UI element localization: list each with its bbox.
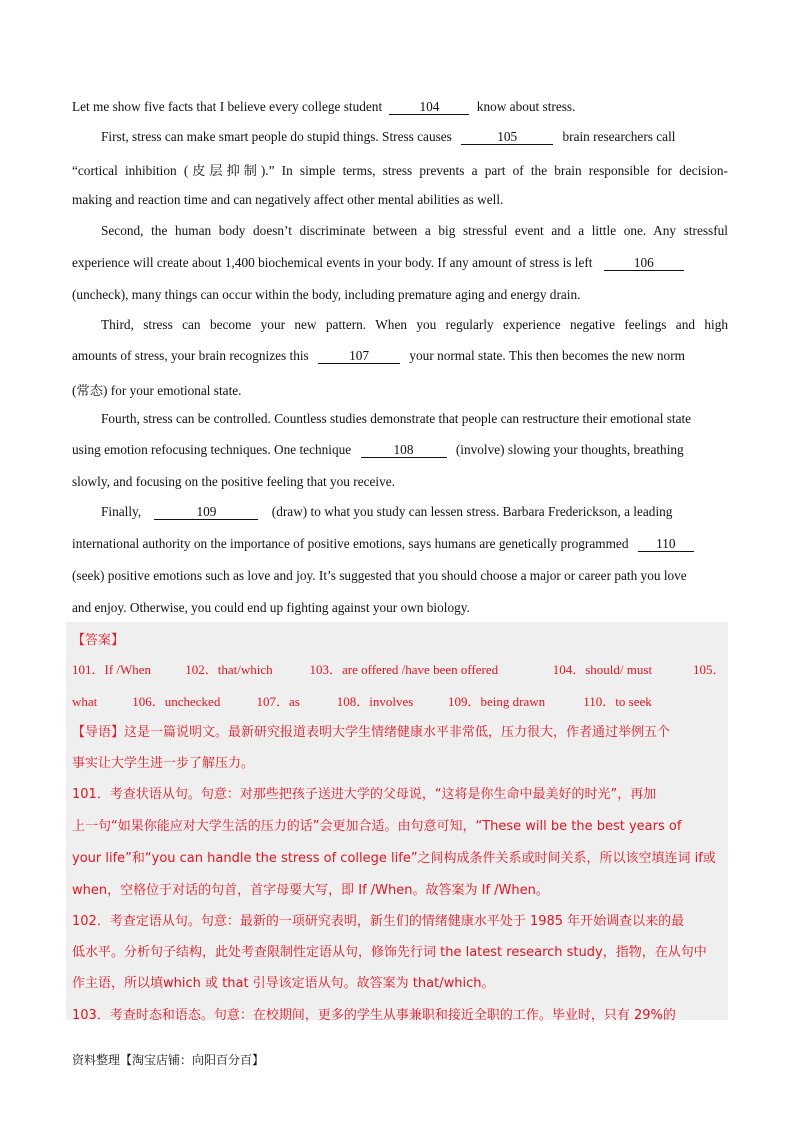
explanation-102: 低水平。分析句子结构，此处考查限制性定语从句，修饰先行词 the latest research study，指物，在从句中: [72, 945, 707, 960]
text: brain researchers call: [562, 129, 676, 144]
passage-line: [101, 504, 728, 520]
answer-107: 107．as: [256, 694, 300, 709]
text: Finally,: [101, 504, 142, 519]
text: know about stress.: [476, 99, 576, 114]
passage-line: [72, 255, 752, 271]
text: your normal state. This then becomes the new norm: [409, 348, 685, 363]
passage-line: Fourth, stress can be controlled. Countless studies demonstrate that people can restructure their emotional state: [101, 411, 692, 426]
text: experience will create about 1,400 biochemical events in your body. If any amount of stress is left: [72, 255, 593, 270]
answer-101: 101．If /When: [72, 662, 152, 677]
answer-heading: 【答案】: [72, 633, 125, 648]
blank-105: 105: [461, 130, 553, 145]
explanation-101: 上一句“如果你能应对大学生活的压力的话”会更加合适。由句意可知，“These will be the best years of: [72, 819, 682, 834]
text: (involve) slowing your thoughts, breathing: [455, 442, 684, 457]
passage-line: [72, 442, 728, 458]
passage-line: [101, 129, 728, 145]
answer-106: 106．unchecked: [132, 694, 221, 709]
explanation-102: 102．考查定语从句。句意：最新的一项研究表明，新生们的情绪健康水平处于 1985 年开始调查以来的最: [72, 914, 685, 929]
page-footer: 资料整理【淘宝店铺：向阳百分百】: [72, 1053, 265, 1067]
passage-line: (uncheck), many things can occur within the body, including premature aging and energy drain.: [72, 287, 581, 302]
passage-line: Second, the human body doesn’t discriminate between a big stressful event and a little one. Any stressful: [101, 223, 728, 238]
guide-text: 【导语】这是一篇说明文。最新研究报道表明大学生情绪健康水平非常低，压力很大，作者通过举例五个: [72, 725, 671, 740]
answer-row: [72, 659, 728, 678]
answer-105-label: 105．: [693, 662, 726, 677]
blank-109: 109: [154, 505, 258, 520]
explanation-101: 101．考查状语从句。句意：对那些把孩子送进大学的父母说，“这将是你生命中最美好的时光”，再加: [72, 787, 657, 802]
passage-line: Third, stress can become your new pattern. When you regularly experience negative feelings and high: [101, 317, 728, 332]
answer-105: what: [72, 694, 98, 709]
text: First, stress can make smart people do stupid things. Stress causes: [101, 129, 452, 144]
guide-text: 事实让大学生进一步了解压力。: [72, 756, 255, 771]
passage-line: (常态) for your emotional state.: [72, 383, 242, 398]
explanation-102: 作主语，所以填which 或 that 引导该定语从句。故答案为 that/which。: [72, 976, 495, 991]
passage-line: slowly, and focusing on the positive feeling that you receive.: [72, 474, 395, 489]
answer-row: [72, 691, 728, 710]
passage-line: [72, 99, 728, 115]
blank-104: 104: [389, 100, 469, 115]
blank-106: 106: [604, 256, 684, 271]
answer-109: 109．being drawn: [448, 694, 546, 709]
text: Let me show five facts that I believe every college student: [72, 99, 383, 114]
text: (draw) to what you study can lessen stress. Barbara Frederickson, a leading: [271, 504, 673, 519]
text: international authority on the importance of positive emotions, says humans are genetically programmed: [72, 536, 629, 551]
answer-102: 102．that/which: [185, 662, 273, 677]
text: amounts of stress, your brain recognizes this: [72, 348, 309, 363]
answer-108: 108．involves: [336, 694, 414, 709]
passage-line: “cortical inhibition (皮层抑制).” In simple terms, stress prevents a part of the brain responsible for decision-: [72, 163, 728, 178]
explanation-101: your life”和“you can handle the stress of college life”之间构成条件关系或时间关系，所以该空填连词 if或: [72, 851, 716, 866]
answer-110: 110．to seek: [583, 694, 652, 709]
passage-line: [72, 348, 728, 364]
answer-103: 103．are offered /have been offered: [309, 662, 499, 677]
answer-104: 104．should/ must: [552, 662, 653, 677]
explanation-101: when，空格位于对话的句首，首字母要大写，即 If /When。故答案为 If /When。: [72, 883, 549, 898]
blank-110: 110: [638, 537, 694, 552]
explanation-103: 103．考查时态和语态。句意：在校期间，更多的学生从事兼职和接近全职的工作。毕业时，只有 29%的: [72, 1008, 676, 1023]
passage-line: (seek) positive emotions such as love and joy. It’s suggested that you should choose a major or career path you love: [72, 568, 687, 583]
passage-line: [72, 536, 728, 552]
blank-107: 107: [318, 349, 400, 364]
blank-108: 108: [361, 443, 447, 458]
text: using emotion refocusing techniques. One technique: [72, 442, 352, 457]
passage-line: and enjoy. Otherwise, you could end up fighting against your own biology.: [72, 600, 470, 615]
passage-line: making and reaction time and can negatively affect other mental abilities as well.: [72, 192, 504, 207]
